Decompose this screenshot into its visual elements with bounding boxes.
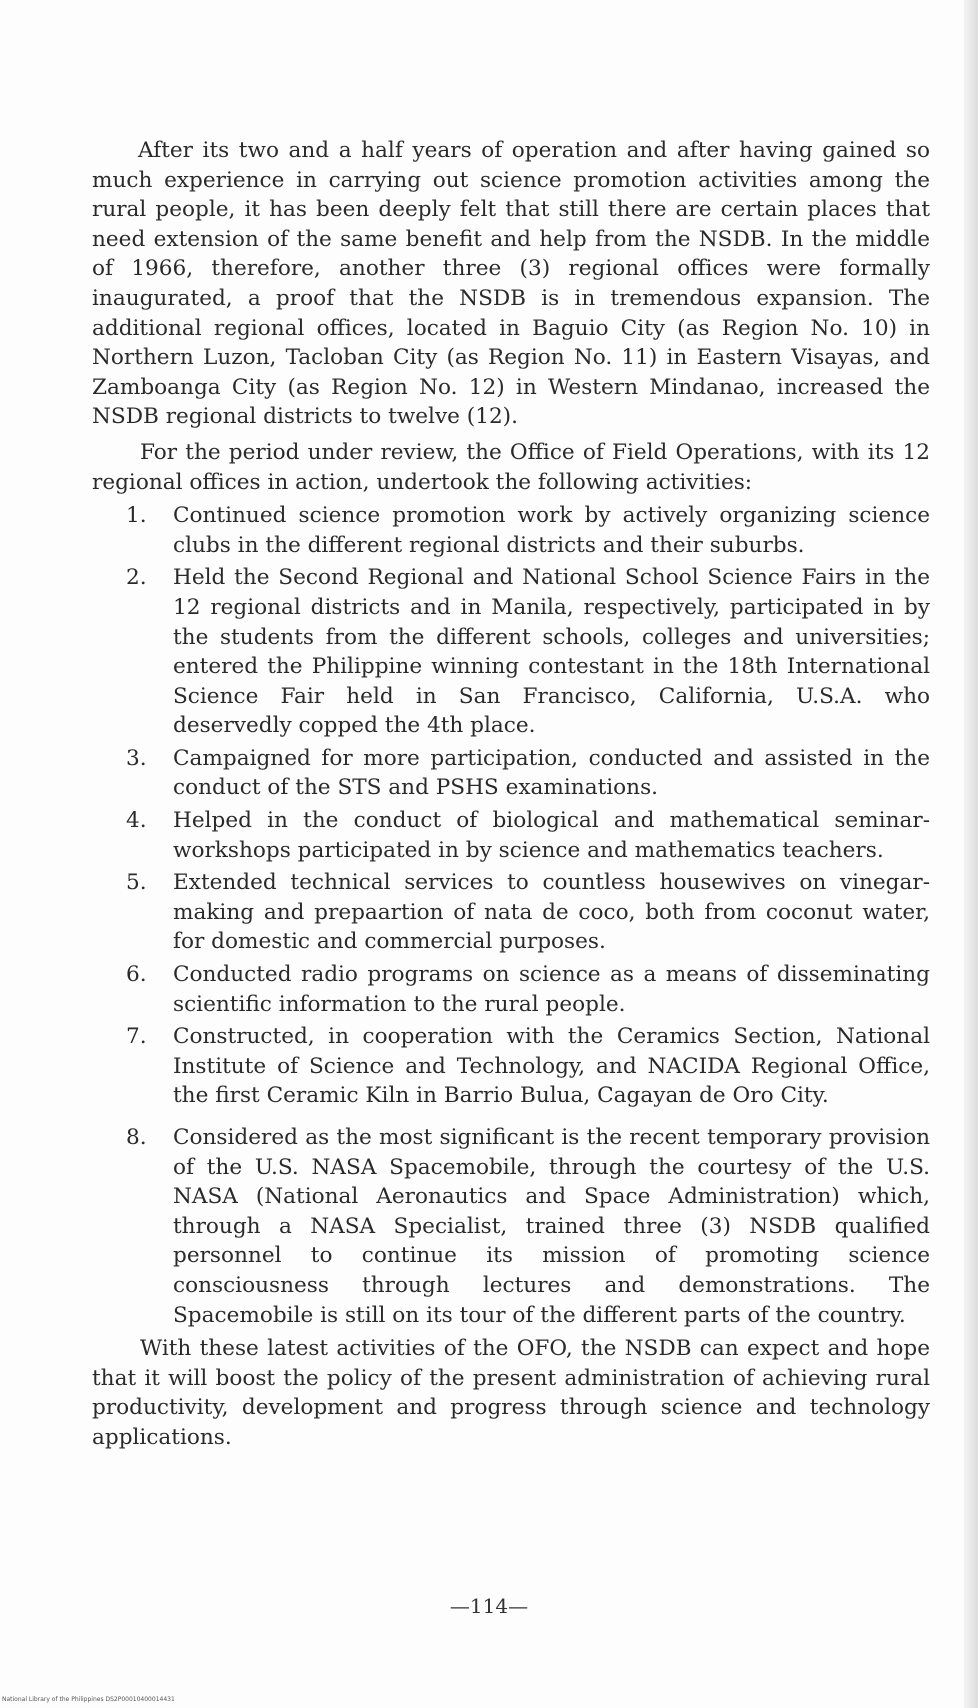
list-item-text: Extended technical services to countless housewives on vinegar-making and prepaartion of nata de coco, both from coconut water, for domestic and commercial purposes. [173,870,930,955]
list-item [92,744,930,803]
review-paragraph: For the period under review, the Office of Field Operations, with its 12 regional offices in action, undertook the following activities: [92,439,930,495]
activities-list [92,501,930,1330]
body-text [92,136,930,1453]
list-item-text: Conducted radio programs on science as a means of disseminating scientific information to the rural people. [173,962,930,1017]
closing-paragraph: With these latest activities of the OFO, the NSDB can expect and hope that it will boost the policy of the present administration of achieving rural productivity, development and progress through science and technology applications. [92,1336,930,1450]
list-item-text: Considered as the most significant is the recent temporary provision of the U.S. NASA Spacemobile, through the courtesy of the U.S. NASA (National Aeronautics and Space Administration) which, through a NASA Specialist, trained three (3) NSDB qualified personnel to continue its mission of promoting science consciousness through lectures and demonstrations. The Spacemobile is still on its tour of the different parts of the country. [173,1125,930,1328]
list-item [92,1022,930,1111]
list-item [92,563,930,741]
intro-paragraph: After its two and a half years of operation and after having gained so much experience in carrying out science promotion activities among the rural people, it has been deeply felt that still there are certain places that need extension of the same benefit and help from the NSDB. In the middle of 1966, therefore, another three (3) regional offices were formally inaugurated, a proof that the NSDB is in tremendous expansion. The additional regional offices, located in Baguio City (as Region No. 10) in Northern Luzon, Tacloban City (as Region No. 11) in Eastern Visayas, and Zamboanga City (as Region No. 12) in Western Mindanao, increased the NSDB regional districts to twelve (12). [92,138,930,430]
list-item-text: Continued science promotion work by actively organizing science clubs in the different regional districts and their suburbs. [173,503,930,558]
list-item [92,806,930,865]
list-item-number: 2. [126,565,147,591]
list-item-text: Campaigned for more participation, conducted and assisted in the conduct of the STS and PSHS examinations. [173,745,930,801]
list-item [92,1123,930,1330]
list-item-number: 7. [126,1024,147,1050]
scan-edge-shadow [964,0,978,1708]
list-item [92,501,930,560]
list-item-number: 6. [126,962,147,988]
list-item-number: 5. [126,870,147,896]
list-item-number: 3. [126,745,147,771]
list-item-text: Constructed, in cooperation with the Ceramics Section, National Institute of Science and Technology, and NACIDA Regional Office, the first Ceramic Kiln in Barrio Bulua, Cagayan de Oro City. [173,1024,930,1109]
list-item [92,960,930,1019]
list-item-text: Held the Second Regional and National School Science Fairs in the 12 regional districts and in Manila, respectively, participated in by the students from the different schools, colleges and universities; entered the Philippine winning contestant in the 18th International Science Fair held in San Francisco, California, U.S.A. who deservedly copped the 4th place. [173,565,930,739]
list-item-text: Helped in the conduct of biological and mathematical seminar-workshops participated in by science and mathematics teachers. [173,808,930,863]
scan-footer-note: National Library of the Philippines DS2P00010400014431 [2,1696,175,1703]
list-item-number: 1. [126,503,147,529]
page-number: —114— [449,1594,529,1618]
list-item-number: 4. [126,808,147,834]
list-item-number: 8. [126,1125,147,1150]
list-item [92,868,930,957]
